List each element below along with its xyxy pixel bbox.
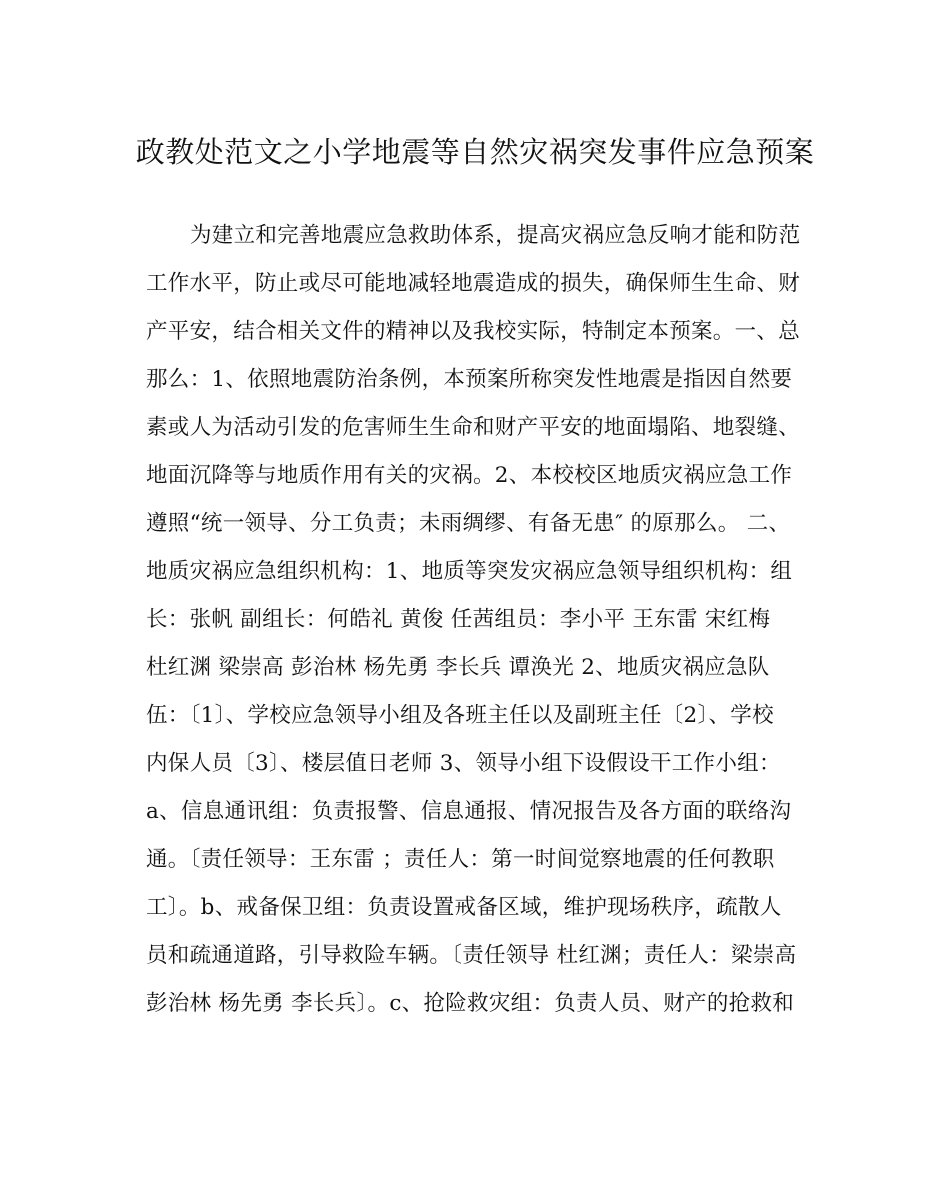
body-line: 工〕。b、戒备保卫组：负责设置戒备区域，维护现场秩序，疏散人 [146,895,782,920]
document-body [146,212,806,1028]
body-line: 素或人为活动引发的危害师生生命和财产平安的地面塌陷、地裂缝、 [146,415,801,440]
body-line: a、信息通讯组：负责报警、信息通报、情况报告及各方面的联络沟 [146,799,792,824]
body-line: 长：张帆 副组长：何皓礼 黄俊 任茜组员：李小平 王东雷 宋红梅 [146,607,771,632]
body-line: 地质灾祸应急组织机构：1、地质等突发灾祸应急领导组织机构：组 [146,559,793,584]
body-line: 彭治林 杨先勇 李长兵〕。c、抢险救灾组：负责人员、财产的抢救和 [146,991,795,1016]
body-line: 工作水平，防止或尽可能地减轻地震造成的损失，确保师生生命、财 [146,271,801,296]
body-line: 通。〔责任领导：王东雷 ；责任人：第一时间觉察地震的任何教职 [146,847,775,872]
body-line: 员和疏通道路，引导救险车辆。〔责任领导 杜红渊；责任人：梁崇高 [146,943,797,968]
body-line: 遵照“统一领导、分工负责；未雨绸缪、有备无患″ 的原那么。 二、 [146,511,791,536]
body-line: 那么：1、依照地震防治条例，本预案所称突发性地震是指因自然要 [146,367,793,392]
body-line: 产平安，结合相关文件的精神以及我校实际，特制定本预案。一、总 [146,319,801,344]
body-line: 伍：〔1〕、学校应急领导小组及各班主任以及副班主任〔2〕、学校 [146,703,774,728]
document-title: 政教处范文之小学地震等自然灾祸突发事件应急预案 [135,135,815,169]
body-line: 为建立和完善地震应急救助体系，提高灾祸应急反响才能和防范 [190,223,801,248]
body-line: 内保人员〔3〕、楼层值日老师 3、领导小组下设假设干工作小组： [146,751,781,776]
body-line: 地面沉降等与地质作用有关的灾祸。2、本校校区地质灾祸应急工作 [146,463,793,488]
body-line: 杜红渊 梁崇高 彭治林 杨先勇 李长兵 谭涣光 2、地质灾祸应急队 [146,655,770,680]
